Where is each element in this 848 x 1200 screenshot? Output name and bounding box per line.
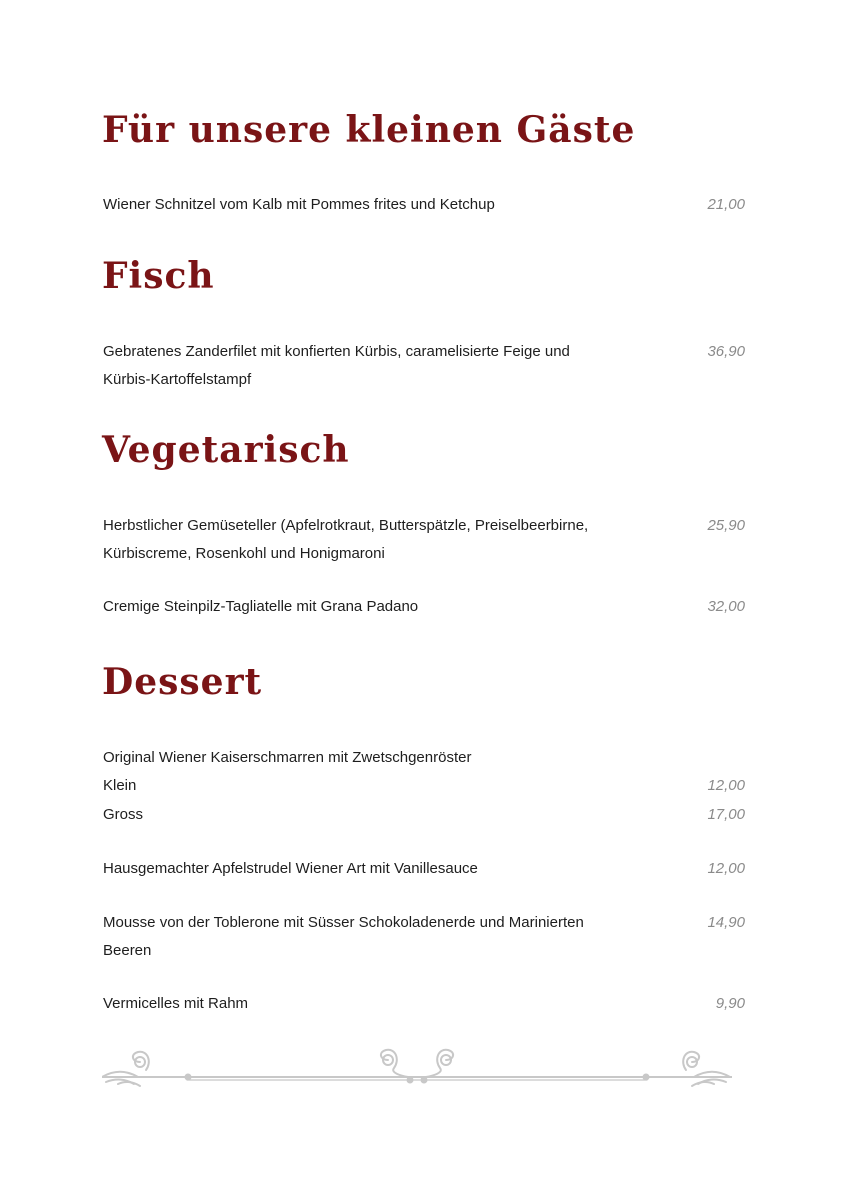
item-price: 12,00 — [707, 860, 745, 877]
heading-vegetarian: Vegetarisch — [102, 429, 350, 471]
item-description — [103, 990, 623, 1018]
item-description — [103, 744, 623, 772]
item-description-line: Original Wiener Kaiserschmarren mit Zwetschgenröster — [103, 749, 472, 766]
heading-fish: Fisch — [102, 255, 215, 297]
item-description-line: Kürbiscreme, Rosenkohl und Honigmaroni — [103, 545, 385, 562]
menu-item — [103, 990, 745, 1018]
size-label: Klein — [103, 777, 137, 794]
size-label: Gross — [103, 806, 144, 823]
item-description — [103, 191, 623, 219]
heading-kids: Für unsere kleinen Gäste — [102, 109, 636, 151]
menu-item-size — [103, 801, 745, 829]
item-description-line: Hausgemachter Apfelstrudel Wiener Art mit Vanillesauce — [103, 860, 478, 877]
heading-dessert: Dessert — [102, 661, 263, 703]
scroll-flourish-divider-icon — [102, 1046, 732, 1092]
item-description — [103, 338, 623, 394]
item-description-line: Wiener Schnitzel vom Kalb mit Pommes frites und Ketchup — [103, 196, 495, 213]
item-price: 32,00 — [707, 598, 745, 615]
item-description — [103, 909, 623, 965]
item-description-line: Beeren — [103, 942, 152, 959]
item-price: 12,00 — [707, 777, 745, 794]
item-price: 14,90 — [707, 914, 745, 931]
menu-item-size — [103, 772, 745, 800]
item-description-line: Mousse von der Toblerone mit Süsser Schokoladenerde und Marinierten — [103, 914, 584, 931]
item-description — [103, 512, 623, 568]
menu-item — [103, 909, 745, 965]
menu-item — [103, 855, 745, 883]
item-description-line: Cremige Steinpilz-Tagliatelle mit Grana Padano — [103, 598, 419, 615]
item-price: 25,90 — [707, 517, 745, 534]
menu-item — [103, 338, 745, 394]
item-price: 17,00 — [707, 806, 745, 823]
menu-item — [103, 512, 745, 568]
item-description-line: Vermicelles mit Rahm — [103, 995, 249, 1012]
menu-item — [103, 593, 745, 621]
item-description-line: Herbstlicher Gemüseteller (Apfelrotkraut, Butterspätzle, Preiselbeerbirne, — [103, 517, 589, 534]
item-description — [103, 593, 623, 621]
item-description — [103, 855, 623, 883]
menu-item — [103, 744, 745, 772]
item-description-line: Kürbis-Kartoffelstampf — [103, 371, 252, 388]
item-description-line: Gebratenes Zanderfilet mit konfierten Kürbis, caramelisierte Feige und — [103, 343, 570, 360]
item-price: 21,00 — [707, 196, 745, 213]
item-price: 9,90 — [715, 995, 745, 1012]
menu-item — [103, 191, 745, 219]
item-price: 36,90 — [707, 343, 745, 360]
